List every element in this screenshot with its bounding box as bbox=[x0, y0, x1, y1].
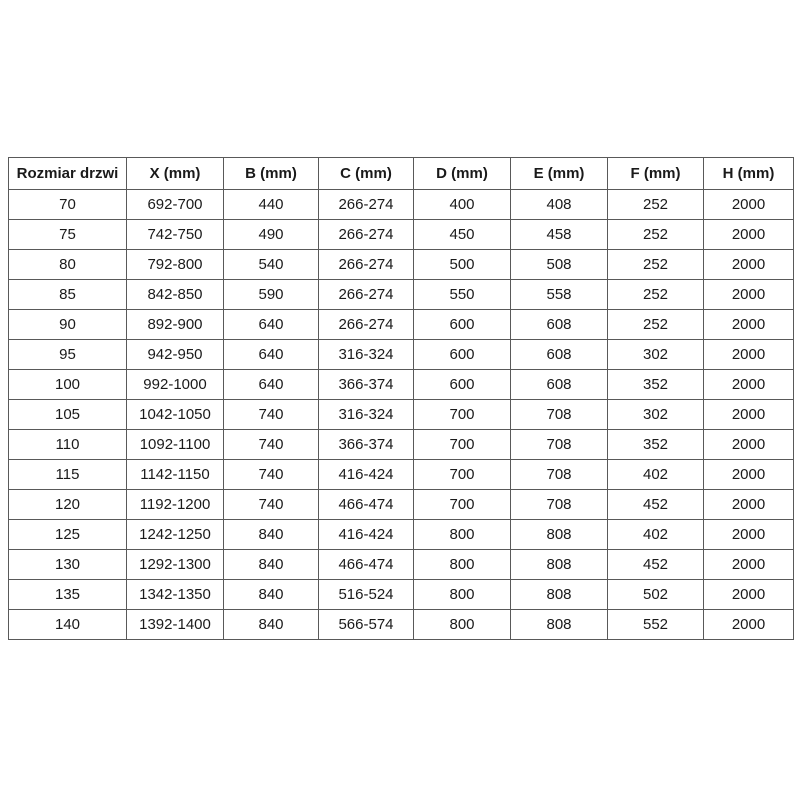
table-cell: 2000 bbox=[704, 400, 794, 430]
table-cell: 302 bbox=[608, 400, 704, 430]
table-cell: 450 bbox=[414, 220, 511, 250]
table-cell: 842-850 bbox=[127, 280, 224, 310]
table-cell: 640 bbox=[224, 340, 319, 370]
table-cell: 740 bbox=[224, 490, 319, 520]
table-cell: 600 bbox=[414, 340, 511, 370]
table-cell: 516-524 bbox=[319, 580, 414, 610]
table-cell: 85 bbox=[9, 280, 127, 310]
table-row bbox=[9, 340, 794, 370]
table-header bbox=[9, 158, 794, 190]
table-cell: 800 bbox=[414, 520, 511, 550]
table-cell: 508 bbox=[511, 250, 608, 280]
table-cell: 600 bbox=[414, 370, 511, 400]
table-row bbox=[9, 310, 794, 340]
table-cell: 800 bbox=[414, 610, 511, 640]
table-cell: 1292-1300 bbox=[127, 550, 224, 580]
table-cell: 708 bbox=[511, 460, 608, 490]
table-cell: 992-1000 bbox=[127, 370, 224, 400]
table-cell: 700 bbox=[414, 400, 511, 430]
table-row bbox=[9, 190, 794, 220]
table-cell: 800 bbox=[414, 580, 511, 610]
table-cell: 402 bbox=[608, 520, 704, 550]
table-cell: 600 bbox=[414, 310, 511, 340]
table-cell: 740 bbox=[224, 430, 319, 460]
table-cell: 1042-1050 bbox=[127, 400, 224, 430]
table-cell: 540 bbox=[224, 250, 319, 280]
table-row bbox=[9, 280, 794, 310]
table-cell: 700 bbox=[414, 490, 511, 520]
table-row bbox=[9, 430, 794, 460]
table-cell: 75 bbox=[9, 220, 127, 250]
table-cell: 316-324 bbox=[319, 340, 414, 370]
header-cell-e: E (mm) bbox=[511, 158, 608, 190]
table-cell: 458 bbox=[511, 220, 608, 250]
table-cell: 130 bbox=[9, 550, 127, 580]
table-cell: 95 bbox=[9, 340, 127, 370]
table-cell: 808 bbox=[511, 610, 608, 640]
table-cell: 252 bbox=[608, 190, 704, 220]
door-size-table-container bbox=[8, 157, 793, 640]
table-cell: 352 bbox=[608, 430, 704, 460]
table-cell: 366-374 bbox=[319, 430, 414, 460]
table-cell: 416-424 bbox=[319, 460, 414, 490]
table-cell: 135 bbox=[9, 580, 127, 610]
header-row bbox=[9, 158, 794, 190]
table-cell: 2000 bbox=[704, 610, 794, 640]
table-cell: 252 bbox=[608, 250, 704, 280]
table-cell: 110 bbox=[9, 430, 127, 460]
header-cell-x: X (mm) bbox=[127, 158, 224, 190]
table-row bbox=[9, 250, 794, 280]
table-cell: 402 bbox=[608, 460, 704, 490]
table-cell: 808 bbox=[511, 550, 608, 580]
table-cell: 552 bbox=[608, 610, 704, 640]
table-cell: 2000 bbox=[704, 580, 794, 610]
table-cell: 466-474 bbox=[319, 550, 414, 580]
table-row bbox=[9, 400, 794, 430]
table-row bbox=[9, 490, 794, 520]
table-cell: 2000 bbox=[704, 550, 794, 580]
table-cell: 266-274 bbox=[319, 310, 414, 340]
table-cell: 640 bbox=[224, 310, 319, 340]
table-cell: 440 bbox=[224, 190, 319, 220]
table-cell: 708 bbox=[511, 490, 608, 520]
table-cell: 366-374 bbox=[319, 370, 414, 400]
table-cell: 2000 bbox=[704, 370, 794, 400]
table-cell: 558 bbox=[511, 280, 608, 310]
table-cell: 840 bbox=[224, 580, 319, 610]
table-cell: 500 bbox=[414, 250, 511, 280]
table-cell: 808 bbox=[511, 580, 608, 610]
table-cell: 640 bbox=[224, 370, 319, 400]
table-cell: 266-274 bbox=[319, 250, 414, 280]
table-cell: 840 bbox=[224, 520, 319, 550]
header-cell-f: F (mm) bbox=[608, 158, 704, 190]
table-cell: 252 bbox=[608, 310, 704, 340]
table-cell: 800 bbox=[414, 550, 511, 580]
table-cell: 2000 bbox=[704, 310, 794, 340]
table-cell: 2000 bbox=[704, 490, 794, 520]
table-cell: 566-574 bbox=[319, 610, 414, 640]
table-body bbox=[9, 190, 794, 640]
table-cell: 252 bbox=[608, 280, 704, 310]
header-cell-h: H (mm) bbox=[704, 158, 794, 190]
table-cell: 608 bbox=[511, 340, 608, 370]
table-cell: 708 bbox=[511, 400, 608, 430]
table-cell: 1192-1200 bbox=[127, 490, 224, 520]
table-cell: 252 bbox=[608, 220, 704, 250]
table-cell: 608 bbox=[511, 310, 608, 340]
table-cell: 490 bbox=[224, 220, 319, 250]
table-cell: 692-700 bbox=[127, 190, 224, 220]
header-cell-b: B (mm) bbox=[224, 158, 319, 190]
table-cell: 1142-1150 bbox=[127, 460, 224, 490]
header-cell-c: C (mm) bbox=[319, 158, 414, 190]
table-cell: 408 bbox=[511, 190, 608, 220]
table-cell: 1342-1350 bbox=[127, 580, 224, 610]
table-cell: 266-274 bbox=[319, 190, 414, 220]
table-row bbox=[9, 610, 794, 640]
door-size-table bbox=[8, 157, 794, 640]
table-cell: 740 bbox=[224, 460, 319, 490]
table-cell: 452 bbox=[608, 550, 704, 580]
table-cell: 502 bbox=[608, 580, 704, 610]
table-row bbox=[9, 220, 794, 250]
table-cell: 2000 bbox=[704, 340, 794, 370]
table-cell: 452 bbox=[608, 490, 704, 520]
table-cell: 302 bbox=[608, 340, 704, 370]
table-cell: 742-750 bbox=[127, 220, 224, 250]
table-cell: 942-950 bbox=[127, 340, 224, 370]
table-row bbox=[9, 460, 794, 490]
table-cell: 125 bbox=[9, 520, 127, 550]
table-cell: 708 bbox=[511, 430, 608, 460]
table-cell: 352 bbox=[608, 370, 704, 400]
table-cell: 316-324 bbox=[319, 400, 414, 430]
header-cell-d: D (mm) bbox=[414, 158, 511, 190]
table-cell: 700 bbox=[414, 430, 511, 460]
table-cell: 840 bbox=[224, 550, 319, 580]
table-cell: 740 bbox=[224, 400, 319, 430]
table-cell: 466-474 bbox=[319, 490, 414, 520]
table-cell: 70 bbox=[9, 190, 127, 220]
table-cell: 2000 bbox=[704, 190, 794, 220]
table-cell: 100 bbox=[9, 370, 127, 400]
table-cell: 2000 bbox=[704, 520, 794, 550]
table-cell: 2000 bbox=[704, 220, 794, 250]
table-cell: 590 bbox=[224, 280, 319, 310]
table-cell: 140 bbox=[9, 610, 127, 640]
table-cell: 2000 bbox=[704, 460, 794, 490]
table-cell: 400 bbox=[414, 190, 511, 220]
table-cell: 608 bbox=[511, 370, 608, 400]
table-cell: 1242-1250 bbox=[127, 520, 224, 550]
table-cell: 2000 bbox=[704, 430, 794, 460]
table-cell: 1092-1100 bbox=[127, 430, 224, 460]
table-cell: 416-424 bbox=[319, 520, 414, 550]
table-cell: 90 bbox=[9, 310, 127, 340]
table-cell: 115 bbox=[9, 460, 127, 490]
table-cell: 266-274 bbox=[319, 280, 414, 310]
table-cell: 808 bbox=[511, 520, 608, 550]
table-row bbox=[9, 550, 794, 580]
table-cell: 840 bbox=[224, 610, 319, 640]
table-cell: 550 bbox=[414, 280, 511, 310]
table-cell: 892-900 bbox=[127, 310, 224, 340]
table-cell: 120 bbox=[9, 490, 127, 520]
table-row bbox=[9, 370, 794, 400]
table-cell: 792-800 bbox=[127, 250, 224, 280]
table-row bbox=[9, 580, 794, 610]
table-cell: 2000 bbox=[704, 280, 794, 310]
table-cell: 105 bbox=[9, 400, 127, 430]
table-cell: 700 bbox=[414, 460, 511, 490]
table-cell: 2000 bbox=[704, 250, 794, 280]
header-cell-rozmiar-drzwi: Rozmiar drzwi bbox=[9, 158, 127, 190]
table-cell: 266-274 bbox=[319, 220, 414, 250]
table-cell: 80 bbox=[9, 250, 127, 280]
table-row bbox=[9, 520, 794, 550]
table-cell: 1392-1400 bbox=[127, 610, 224, 640]
